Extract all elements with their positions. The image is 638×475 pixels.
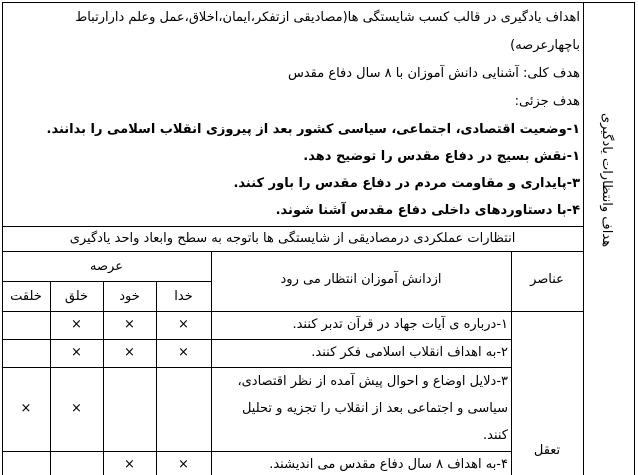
col-header-expectations: ازدانش آموزان انتظار می رود <box>280 272 442 287</box>
expectation-row-3-line-3: کنند. <box>483 428 508 443</box>
mark-cell: × <box>71 401 82 416</box>
partial-goal-item: ۴-با دستاوردهای داخلی دفاع مقدس آشنا شوند. <box>275 203 580 218</box>
mark-cell: × <box>124 345 135 360</box>
expectations-title: انتظارات عملکردی درمصادیقی از شایستگی ها باتوجه به سطح وابعاد واحد یادگیری <box>69 231 516 246</box>
side-label: هداف وانتظارات یادگیری <box>599 112 614 248</box>
general-goal: هدف کلی: آشنایی دانش آموزان با ۸ سال دفاع مقدس <box>287 66 580 81</box>
partial-goal-item: ۱-وضعیت اقتصادی، اجتماعی، سیاسی کشور بعد از پیروزی انقلاب اسلامی را بدانند. <box>46 122 580 137</box>
expectation-row-3-line-1: ۳-دلایل اوضاع و احوال پیش آمده از نظر اقتصادی، <box>237 374 508 389</box>
expectation-row-4: ۴-به اهداف ۸ سال دفاع مقدس می اندیشند. <box>269 457 508 472</box>
mark-cell: × <box>178 345 189 360</box>
mark-cell: × <box>178 457 189 472</box>
col-header-arena: عرصه <box>90 259 123 274</box>
goals-line-2: باچهارعرصه) <box>510 38 580 53</box>
mark-cell: × <box>20 401 32 416</box>
arena-col-god: خدا <box>174 289 193 304</box>
mark-cell: × <box>71 317 82 332</box>
partial-goal-item: ۱-نقش بسیج در دفاع مقدس را توضیح دهد. <box>303 149 580 164</box>
element-value: تعقل <box>533 443 561 458</box>
mark-cell: × <box>124 317 135 332</box>
arena-col-creation: خلقت <box>10 289 42 304</box>
mark-cell: × <box>124 457 135 472</box>
mark-cell: × <box>71 345 82 360</box>
partial-goal-item: ۳-پایداری و مقاومت مردم در دفاع مقدس را باور کنند. <box>233 176 580 191</box>
expectation-row-3-line-2: سیاسی و اجتماعی بعد از انقلاب را تجزیه و تحلیل <box>241 401 508 416</box>
arena-col-self: خود <box>119 289 140 304</box>
col-header-elements: عناصر <box>530 272 564 287</box>
expectation-row-2: ۲-به اهداف انقلاب اسلامی فکر کنند. <box>311 345 508 360</box>
arena-col-people: خلق <box>64 289 89 304</box>
goals-line-1: اهداف یادگیری در قالب کسب شایستگی ها(مصادیقی ازتفکر،ایمان،اخلاق،عمل وعلم دارارتباط <box>75 10 580 25</box>
mark-cell: × <box>178 317 189 332</box>
partial-goal-heading: هدف جزئی: <box>514 94 580 109</box>
expectation-row-1: ۱-درباره ی آیات جهاد در قرآن تدبر کنند. <box>292 317 508 332</box>
